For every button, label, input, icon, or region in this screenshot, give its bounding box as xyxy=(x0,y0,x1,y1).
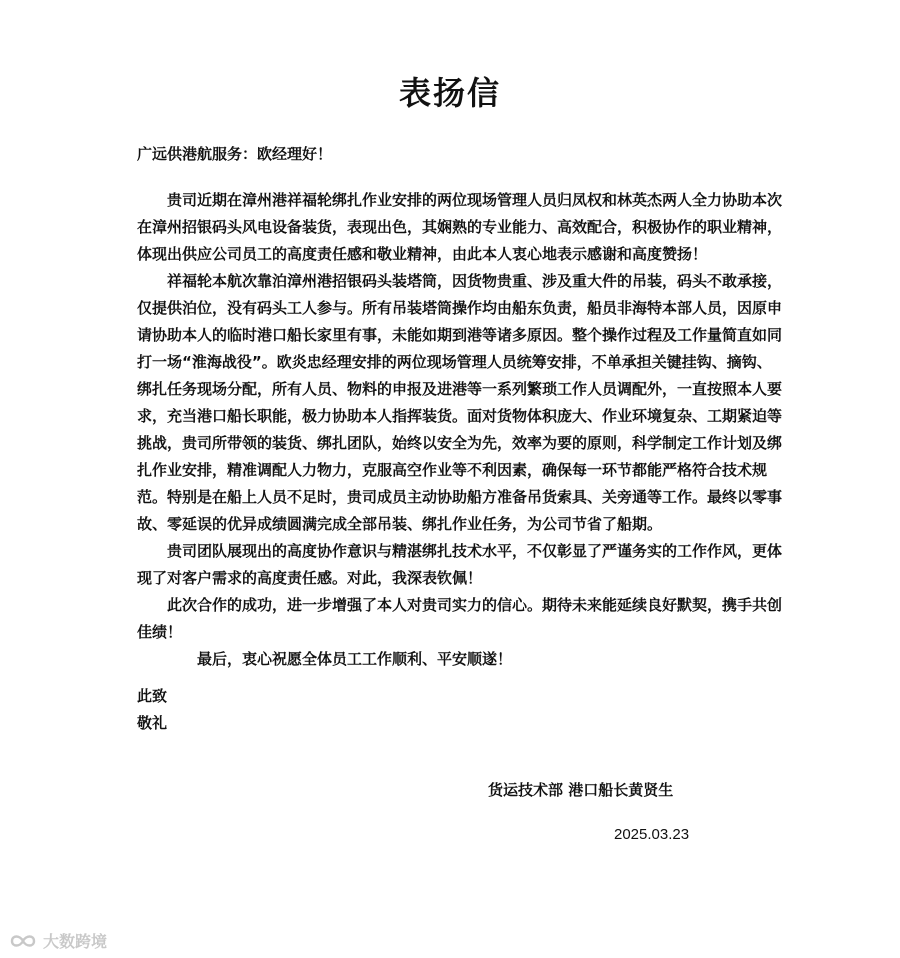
paragraph-4: 此次合作的成功，进一步增强了本人对贵司实力的信心。期待未来能延续良好默契，携手共创佳绩！ xyxy=(137,596,783,641)
letter-body xyxy=(137,187,783,673)
letter-date: 2025.03.23 xyxy=(614,826,690,843)
closing xyxy=(137,683,167,737)
closing-line-2: 敬礼 xyxy=(137,714,168,732)
paragraph-3: 贵司团队展现出的高度协作意识与精湛绑扎技术水平，不仅彰显了严谨务实的工作作风，更体现了对客户需求的高度责任感。对此，我深表钦佩！ xyxy=(137,542,783,587)
watermark xyxy=(8,929,107,952)
watermark-text: 大数跨境 xyxy=(43,932,108,951)
paragraph-1: 贵司近期在漳州港祥福轮绑扎作业安排的两位现场管理人员归凤权和林英杰两人全力协助本次在漳州招银码头风电设备装货，表现出色，其娴熟的专业能力、高效配合，积极协作的职业精神，体现出供应公司员工的高度责任感和敬业精神，由此本人衷心地表示感谢和高度赞扬！ xyxy=(137,191,783,263)
signature: 货运技术部 港口船长黄贤生 xyxy=(488,781,674,799)
salutation: 广远供港航服务：欧经理好！ xyxy=(137,145,333,163)
closing-wish: 最后，衷心祝愿全体员工工作顺利、平安顺遂！ xyxy=(197,650,513,668)
closing-line-1: 此致 xyxy=(137,687,168,705)
infinity-logo-icon xyxy=(8,932,38,950)
letter-title: 表扬信 xyxy=(398,74,501,112)
paragraph-2: 祥福轮本航次靠泊漳州港招银码头装塔筒，因货物贵重、涉及重大件的吊装，码头不敢承接，仅提供泊位，没有码头工人参与。所有吊装塔筒操作均由船东负责，船员非海特本部人员，因原申请协助本人的临时港口船长家里有事，未能如期到港等诸多原因。整个操作过程及工作量简直如同打一场“淮海战役”。欧炎忠经理安排的两位现场管理人员统筹安排，不单承担关键挂钩、摘钩、绑扎任务现场分配，所有人员、物料的申报及进港等一系列繁琐工作人员调配外，一直按照本人要求，充当港口船长职能，极力协助本人指挥装货。面对货物体积庞大、作业环境复杂、工期紧迫等挑战，贵司所带领的装货、绑扎团队，始终以安全为先，效率为要的原则，科学制定工作计划及绑扎作业安排，精准调配人力物力，克服高空作业等不利因素，确保每一环节都能严格符合技术规范。特别是在船上人员不足时，贵司成员主动协助船方准备吊货索具、关旁通等工作。最终以零事故、零延误的优异成绩圆满完成全部吊装、绑扎作业任务，为公司节省了船期。 xyxy=(137,272,783,533)
